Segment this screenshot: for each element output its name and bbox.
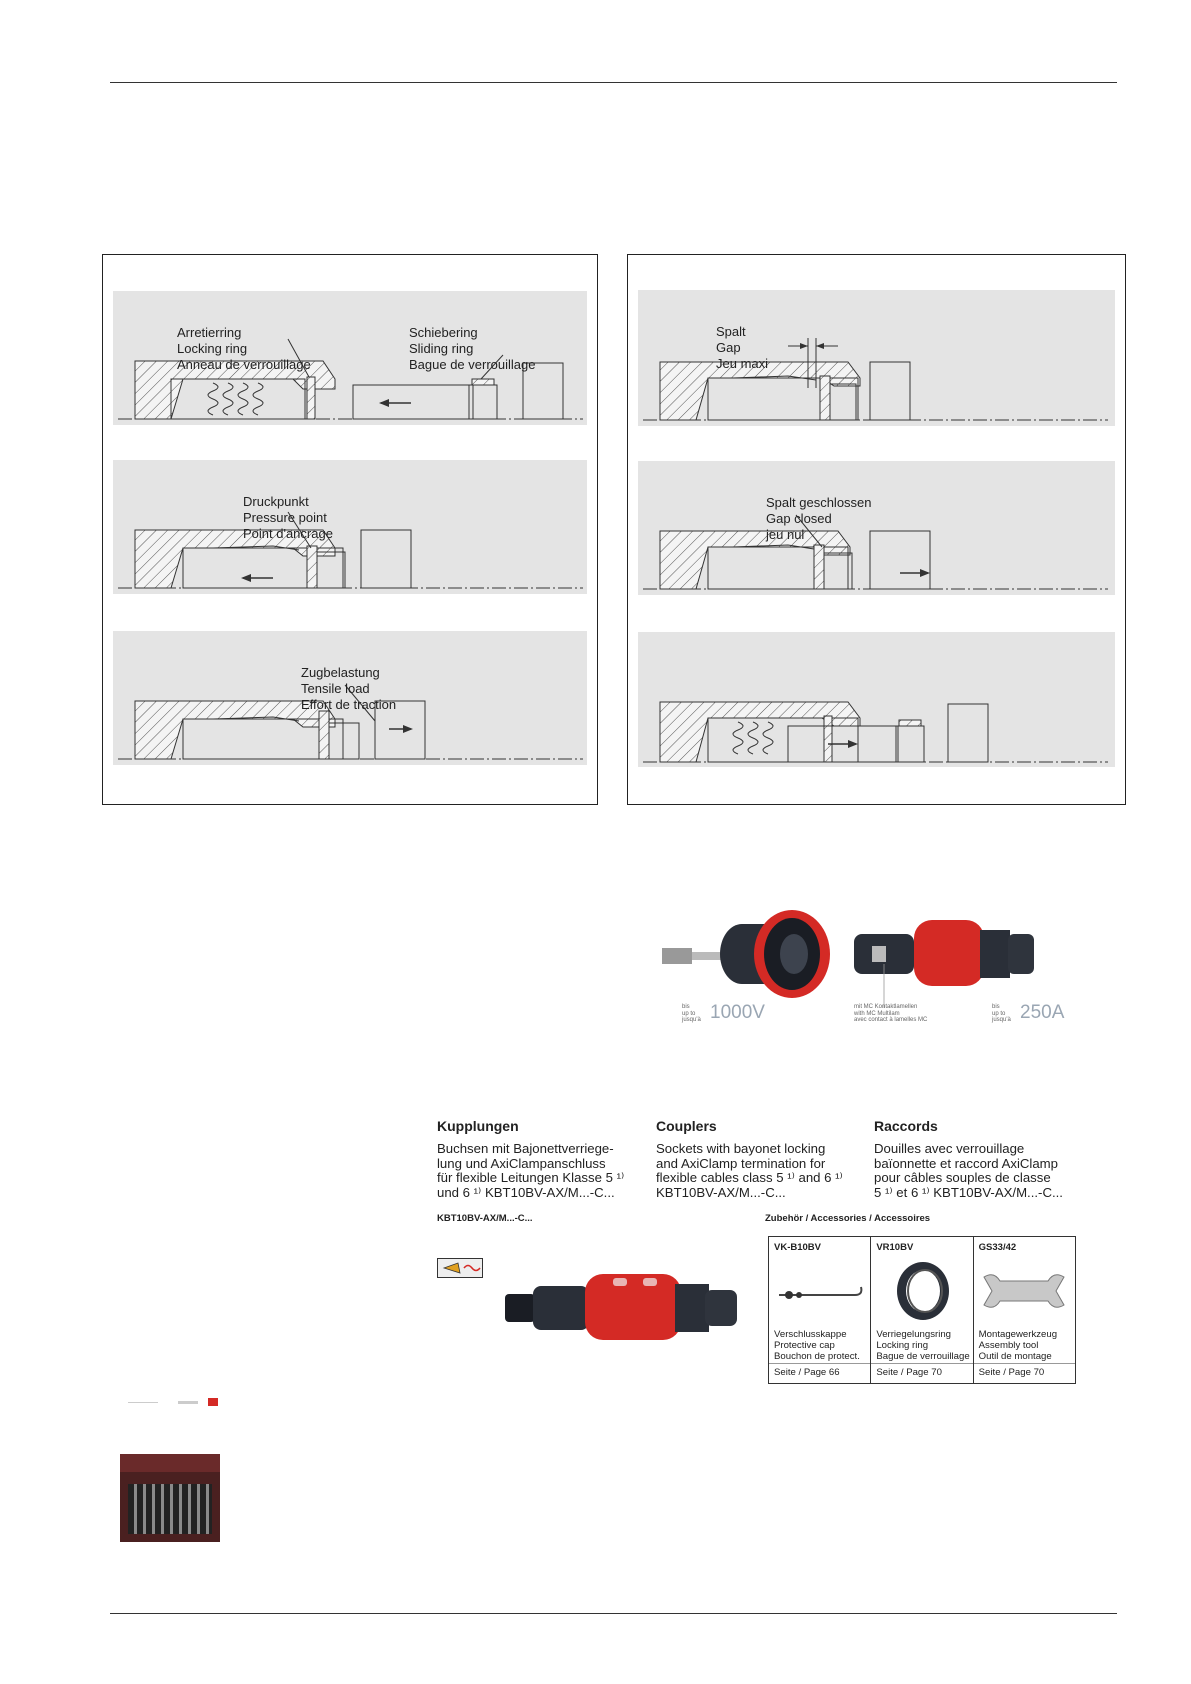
column-text-en: Sockets with bayonet locking and AxiClamp termination for flexible cables class 5 ¹⁾ and 6 ¹⁾ KBT10BV-AX/M...-C... (656, 1141, 843, 1200)
locking-step-1 (113, 291, 587, 425)
pressure-point-label: Druckpunkt Pressure point Point d'ancrage (243, 494, 333, 541)
accessory-page: Seite / Page 70 (978, 1367, 1045, 1378)
product-code: KBT10BV-AX/M...-C... (437, 1213, 533, 1224)
accessory-description: Verriegelungsring Locking ring Bague de verrouillage (876, 1329, 970, 1362)
voltage-prefix: bis up to jusqu'à (682, 1004, 701, 1023)
product-banner (662, 890, 1086, 1030)
assembly-tool-icon (980, 1269, 1068, 1315)
left-diagram-panel (102, 254, 598, 805)
accessory-gs33-42[interactable] (973, 1237, 1075, 1383)
accessory-vr10bv[interactable] (870, 1237, 972, 1383)
header-rule (110, 82, 1117, 83)
current-prefix: bis up to jusqu'à (992, 1004, 1011, 1023)
column-text-fr: Douilles avec verrouillage baïonnette et raccord AxiClamp pour câbles souples de classe 5 ¹⁾ et 6 ¹⁾ KBT10BV-AX/M...-C... (874, 1141, 1063, 1200)
accessory-code: VR10BV (876, 1242, 914, 1253)
protective-cap-icon (775, 1273, 867, 1313)
accessory-description: Montagewerkzeug Assembly tool Outil de montage (978, 1329, 1058, 1362)
right-diagram-panel (627, 254, 1126, 805)
coupler-product-photo (505, 1272, 745, 1344)
column-title-fr: Raccords (874, 1118, 938, 1134)
locking-step-3 (113, 631, 587, 765)
locking-ring-label: Arretierring Locking ring Anneau de verrouillage (177, 325, 311, 372)
accessory-code: GS33/42 (978, 1242, 1017, 1253)
footer-rule (110, 1613, 1117, 1614)
current-rating: 250A (1020, 1002, 1065, 1023)
accessory-page: Seite / Page 66 (774, 1367, 840, 1378)
column-title-en: Couplers (656, 1118, 717, 1134)
voltage-rating: 1000V (710, 1002, 765, 1023)
gap-step-3 (638, 632, 1115, 767)
gap-label: Spalt Gap Jeu maxi (716, 324, 769, 371)
contact-note: mit MC Kontaktlamellen with MC Multilam avec contact à lamelles MC (854, 1004, 928, 1023)
accessory-vk-b10bv[interactable] (769, 1237, 870, 1383)
gap-step-1 (638, 290, 1115, 426)
locking-step-2-drawing (113, 460, 587, 594)
tensile-load-label: Zugbelastung Tensile load Effort de traction (301, 665, 397, 712)
accessories-heading: Zubehör / Accessories / Accessoires (765, 1213, 931, 1224)
catalogue-thumbnail (120, 1398, 220, 1542)
locking-step-2 (113, 460, 587, 594)
column-title-de: Kupplungen (437, 1118, 519, 1134)
crimp-tool-icon (437, 1258, 483, 1278)
locking-ring-icon (893, 1259, 953, 1323)
accessory-description: Verschlusskappe Protective cap Bouchon de protect. (774, 1329, 860, 1362)
column-text-de: Buchsen mit Bajonettverriege- lung und AxiClampanschluss für flexible Leitungen Klasse 5 ¹⁾ und 6 ¹⁾ KBT10BV-AX/M...-C... (437, 1141, 625, 1200)
gap-closed-label: Spalt geschlossen Gap closed jeu nul (766, 495, 872, 542)
accessory-page: Seite / Page 70 (876, 1367, 942, 1378)
accessories-table (768, 1236, 1076, 1384)
gap-step-3-drawing (638, 632, 1115, 767)
accessory-code: VK-B10BV (774, 1242, 821, 1253)
gap-step-2-drawing (638, 461, 1115, 595)
gap-step-2 (638, 461, 1115, 595)
sliding-ring-label: Schiebering Sliding ring Bague de verrouillage (409, 325, 536, 372)
gap-step-1-drawing (638, 290, 1115, 426)
